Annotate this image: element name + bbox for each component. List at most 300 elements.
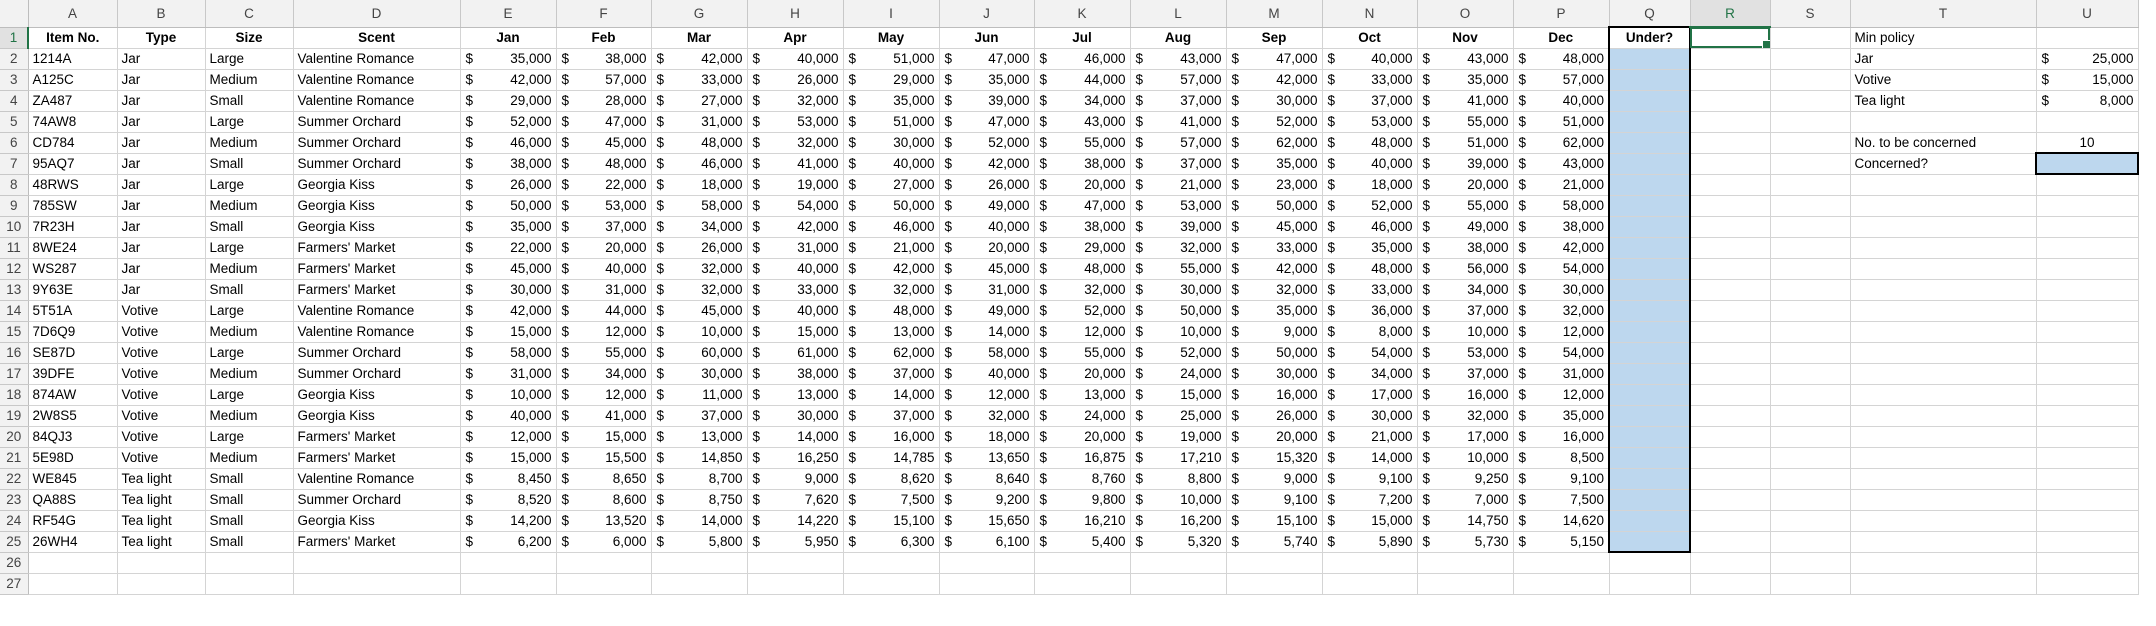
row-header-25[interactable]: 25 <box>0 531 28 552</box>
cell-h[interactable] <box>747 552 843 573</box>
cell-g[interactable] <box>651 531 747 552</box>
cell-c[interactable]: Medium <box>205 132 293 153</box>
cell-p[interactable] <box>1513 384 1609 405</box>
cell-a[interactable]: 48RWS <box>28 174 117 195</box>
cell-f[interactable] <box>556 321 651 342</box>
cell-s[interactable] <box>1770 279 1850 300</box>
cell-f[interactable] <box>556 573 651 594</box>
cell-t[interactable] <box>1850 468 2036 489</box>
cell-b[interactable]: Jar <box>117 174 205 195</box>
select-all-corner[interactable] <box>0 0 28 27</box>
cell-r[interactable] <box>1690 510 1770 531</box>
cell-j[interactable] <box>939 573 1034 594</box>
cell-m[interactable] <box>1226 468 1322 489</box>
cell-d[interactable]: Summer Orchard <box>293 132 460 153</box>
cell-s[interactable] <box>1770 195 1850 216</box>
cell-h[interactable] <box>747 405 843 426</box>
cell-k[interactable] <box>1034 174 1130 195</box>
cell-s[interactable] <box>1770 258 1850 279</box>
cell-f[interactable] <box>556 258 651 279</box>
under-input-cell[interactable] <box>1609 489 1690 510</box>
column-title-k[interactable]: Jul <box>1034 27 1130 48</box>
cell-d[interactable]: Valentine Romance <box>293 300 460 321</box>
cell-g[interactable] <box>651 405 747 426</box>
cell-s[interactable] <box>1770 531 1850 552</box>
cell-g[interactable] <box>651 573 747 594</box>
cell-l[interactable] <box>1130 90 1226 111</box>
cell-l[interactable] <box>1130 279 1226 300</box>
cell-p[interactable] <box>1513 510 1609 531</box>
under-input-cell[interactable] <box>1609 342 1690 363</box>
cell-j[interactable] <box>939 279 1034 300</box>
cell-o[interactable] <box>1417 489 1513 510</box>
cell-k[interactable] <box>1034 489 1130 510</box>
cell-k[interactable] <box>1034 531 1130 552</box>
cell-k[interactable] <box>1034 48 1130 69</box>
cell-j[interactable] <box>939 174 1034 195</box>
cell-u[interactable] <box>2036 111 2138 132</box>
cell-i[interactable] <box>843 111 939 132</box>
under-input-cell[interactable] <box>1609 90 1690 111</box>
cell-i[interactable] <box>843 153 939 174</box>
cell-g[interactable] <box>651 342 747 363</box>
cell-s[interactable] <box>1770 48 1850 69</box>
cell-d[interactable]: Valentine Romance <box>293 48 460 69</box>
column-header-l[interactable]: L <box>1130 0 1226 27</box>
cell-b[interactable]: Jar <box>117 153 205 174</box>
cell-u[interactable] <box>2036 384 2138 405</box>
cell-j[interactable] <box>939 48 1034 69</box>
policy-value[interactable] <box>2036 48 2138 69</box>
cell-r[interactable] <box>1690 573 1770 594</box>
cell-i[interactable] <box>843 363 939 384</box>
under-input-cell[interactable] <box>1609 195 1690 216</box>
cell-f[interactable] <box>556 531 651 552</box>
cell-m[interactable] <box>1226 552 1322 573</box>
cell-u[interactable] <box>2036 195 2138 216</box>
cell-q[interactable] <box>1609 573 1690 594</box>
cell-a[interactable]: ZA487 <box>28 90 117 111</box>
cell-c[interactable]: Large <box>205 342 293 363</box>
cell-j[interactable] <box>939 552 1034 573</box>
cell-c[interactable]: Small <box>205 510 293 531</box>
cell-k[interactable] <box>1034 258 1130 279</box>
cell-a[interactable]: 95AQ7 <box>28 153 117 174</box>
cell-p[interactable] <box>1513 552 1609 573</box>
column-title-o[interactable]: Nov <box>1417 27 1513 48</box>
cell-k[interactable] <box>1034 153 1130 174</box>
row-header-4[interactable]: 4 <box>0 90 28 111</box>
cell-m[interactable] <box>1226 300 1322 321</box>
cell-d[interactable]: Georgia Kiss <box>293 405 460 426</box>
row-header-23[interactable]: 23 <box>0 489 28 510</box>
cell-o[interactable] <box>1417 279 1513 300</box>
cell-p[interactable] <box>1513 489 1609 510</box>
cell-k[interactable] <box>1034 195 1130 216</box>
cell-d[interactable]: Summer Orchard <box>293 363 460 384</box>
cell-o[interactable] <box>1417 510 1513 531</box>
cell-f[interactable] <box>556 447 651 468</box>
cell-p[interactable] <box>1513 48 1609 69</box>
cell-l[interactable] <box>1130 489 1226 510</box>
cell-p[interactable] <box>1513 426 1609 447</box>
cell-f[interactable] <box>556 468 651 489</box>
cell-p[interactable] <box>1513 174 1609 195</box>
cell-p[interactable] <box>1513 237 1609 258</box>
cell-s[interactable] <box>1770 153 1850 174</box>
cell-l[interactable] <box>1130 195 1226 216</box>
cell-u[interactable] <box>2036 552 2138 573</box>
cell-b[interactable]: Votive <box>117 405 205 426</box>
cell-f[interactable] <box>556 489 651 510</box>
cell-b[interactable]: Jar <box>117 258 205 279</box>
cell-g[interactable] <box>651 48 747 69</box>
active-cell-r1[interactable] <box>1690 27 1770 48</box>
cell-n[interactable] <box>1322 48 1417 69</box>
cell-d[interactable] <box>293 573 460 594</box>
cell-a[interactable]: 8WE24 <box>28 237 117 258</box>
cell-c[interactable]: Medium <box>205 321 293 342</box>
cell-t[interactable] <box>1850 447 2036 468</box>
cell-i[interactable] <box>843 69 939 90</box>
cell-l[interactable] <box>1130 174 1226 195</box>
cell-b[interactable]: Tea light <box>117 468 205 489</box>
cell-p[interactable] <box>1513 342 1609 363</box>
cell-p[interactable] <box>1513 363 1609 384</box>
column-title-m[interactable]: Sep <box>1226 27 1322 48</box>
policy-label[interactable]: Jar <box>1850 48 2036 69</box>
row-header-2[interactable]: 2 <box>0 48 28 69</box>
cell-j[interactable] <box>939 510 1034 531</box>
column-header-g[interactable]: G <box>651 0 747 27</box>
cell-a[interactable]: A125C <box>28 69 117 90</box>
column-title-n[interactable]: Oct <box>1322 27 1417 48</box>
cell-n[interactable] <box>1322 174 1417 195</box>
cell-c[interactable]: Medium <box>205 447 293 468</box>
cell-b[interactable]: Votive <box>117 321 205 342</box>
cell-h[interactable] <box>747 258 843 279</box>
cell-i[interactable] <box>843 426 939 447</box>
row-header-27[interactable]: 27 <box>0 573 28 594</box>
cell-s[interactable] <box>1770 321 1850 342</box>
row-header-10[interactable]: 10 <box>0 216 28 237</box>
cell-e[interactable] <box>460 468 556 489</box>
cell-c[interactable]: Large <box>205 237 293 258</box>
cell-c[interactable]: Small <box>205 489 293 510</box>
cell-d[interactable]: Farmers' Market <box>293 426 460 447</box>
cell-h[interactable] <box>747 132 843 153</box>
cell-k[interactable] <box>1034 90 1130 111</box>
cell-c[interactable]: Large <box>205 426 293 447</box>
cell-j[interactable] <box>939 237 1034 258</box>
cell-c[interactable]: Medium <box>205 405 293 426</box>
row-header-1[interactable]: 1 <box>0 27 28 48</box>
cell-p[interactable] <box>1513 195 1609 216</box>
cell-e[interactable] <box>460 237 556 258</box>
cell-d[interactable]: Georgia Kiss <box>293 384 460 405</box>
cell-e[interactable] <box>460 132 556 153</box>
cell-m[interactable] <box>1226 174 1322 195</box>
cell-r[interactable] <box>1690 153 1770 174</box>
cell-o[interactable] <box>1417 468 1513 489</box>
column-title-b[interactable]: Type <box>117 27 205 48</box>
cell-s[interactable] <box>1770 342 1850 363</box>
cell-h[interactable] <box>747 90 843 111</box>
cell-t[interactable] <box>1850 426 2036 447</box>
cell-a[interactable]: 74AW8 <box>28 111 117 132</box>
cell-n[interactable] <box>1322 321 1417 342</box>
cell-r[interactable] <box>1690 531 1770 552</box>
cell-h[interactable] <box>747 111 843 132</box>
column-header-a[interactable]: A <box>28 0 117 27</box>
cell-e[interactable] <box>460 174 556 195</box>
under-input-cell[interactable] <box>1609 321 1690 342</box>
cell-l[interactable] <box>1130 300 1226 321</box>
cell-i[interactable] <box>843 279 939 300</box>
cell-c[interactable]: Medium <box>205 363 293 384</box>
cell-l[interactable] <box>1130 111 1226 132</box>
cell-f[interactable] <box>556 300 651 321</box>
cell-k[interactable] <box>1034 468 1130 489</box>
cell-e[interactable] <box>460 48 556 69</box>
under-input-cell[interactable] <box>1609 426 1690 447</box>
cell-i[interactable] <box>843 237 939 258</box>
cell-e[interactable] <box>460 531 556 552</box>
policy-value[interactable] <box>2036 69 2138 90</box>
concerned-input-cell[interactable] <box>2036 153 2138 174</box>
cell-r[interactable] <box>1690 132 1770 153</box>
cell-t[interactable] <box>1850 573 2036 594</box>
cell-e[interactable] <box>460 447 556 468</box>
cell-h[interactable] <box>747 153 843 174</box>
cell-f[interactable] <box>556 384 651 405</box>
cell-j[interactable] <box>939 321 1034 342</box>
cell-o[interactable] <box>1417 321 1513 342</box>
cell-f[interactable] <box>556 342 651 363</box>
cell-r[interactable] <box>1690 363 1770 384</box>
cell-p[interactable] <box>1513 405 1609 426</box>
cell-r[interactable] <box>1690 426 1770 447</box>
cell-n[interactable] <box>1322 153 1417 174</box>
row-header-22[interactable]: 22 <box>0 468 28 489</box>
under-input-cell[interactable] <box>1609 447 1690 468</box>
column-header-e[interactable]: E <box>460 0 556 27</box>
cell-d[interactable] <box>293 552 460 573</box>
column-header-r[interactable]: R <box>1690 0 1770 27</box>
row-header-14[interactable]: 14 <box>0 300 28 321</box>
cell-j[interactable] <box>939 447 1034 468</box>
cell-i[interactable] <box>843 447 939 468</box>
cell-e[interactable] <box>460 342 556 363</box>
cell-d[interactable]: Farmers' Market <box>293 447 460 468</box>
cell-r[interactable] <box>1690 447 1770 468</box>
cell-m[interactable] <box>1226 48 1322 69</box>
cell-o[interactable] <box>1417 195 1513 216</box>
row-header-11[interactable]: 11 <box>0 237 28 258</box>
column-header-k[interactable]: K <box>1034 0 1130 27</box>
cell-l[interactable] <box>1130 258 1226 279</box>
cell-b[interactable]: Jar <box>117 111 205 132</box>
cell-g[interactable] <box>651 174 747 195</box>
cell-g[interactable] <box>651 69 747 90</box>
cell-s[interactable] <box>1770 237 1850 258</box>
cell-r[interactable] <box>1690 174 1770 195</box>
cell-e[interactable] <box>460 552 556 573</box>
cell-m[interactable] <box>1226 195 1322 216</box>
cell-r[interactable] <box>1690 342 1770 363</box>
cell-k[interactable] <box>1034 342 1130 363</box>
cell-h[interactable] <box>747 363 843 384</box>
cell-g[interactable] <box>651 279 747 300</box>
cell-n[interactable] <box>1322 111 1417 132</box>
cell-l[interactable] <box>1130 405 1226 426</box>
cell-c[interactable]: Small <box>205 468 293 489</box>
cell-k[interactable] <box>1034 405 1130 426</box>
cell-m[interactable] <box>1226 237 1322 258</box>
cell-k[interactable] <box>1034 69 1130 90</box>
concern-count-value[interactable]: 10 <box>2036 132 2138 153</box>
column-title-f[interactable]: Feb <box>556 27 651 48</box>
cell-n[interactable] <box>1322 195 1417 216</box>
cell-p[interactable] <box>1513 153 1609 174</box>
cell-a[interactable]: WS287 <box>28 258 117 279</box>
column-header-u[interactable]: U <box>2036 0 2138 27</box>
cell-n[interactable] <box>1322 489 1417 510</box>
cell-k[interactable] <box>1034 216 1130 237</box>
cell-o[interactable] <box>1417 153 1513 174</box>
cell-l[interactable] <box>1130 531 1226 552</box>
cell-n[interactable] <box>1322 69 1417 90</box>
cell-t[interactable] <box>1850 111 2036 132</box>
cell-h[interactable] <box>747 384 843 405</box>
column-header-f[interactable]: F <box>556 0 651 27</box>
cell-m[interactable] <box>1226 279 1322 300</box>
row-header-21[interactable]: 21 <box>0 447 28 468</box>
cell-a[interactable]: 9Y63E <box>28 279 117 300</box>
cell-u[interactable] <box>2036 531 2138 552</box>
cell-a[interactable]: CD784 <box>28 132 117 153</box>
cell-l[interactable] <box>1130 510 1226 531</box>
cell-m[interactable] <box>1226 69 1322 90</box>
row-header-12[interactable]: 12 <box>0 258 28 279</box>
row-header-8[interactable]: 8 <box>0 174 28 195</box>
cell-b[interactable]: Tea light <box>117 489 205 510</box>
cell-p[interactable] <box>1513 321 1609 342</box>
row-header-9[interactable]: 9 <box>0 195 28 216</box>
cell-h[interactable] <box>747 489 843 510</box>
cell-h[interactable] <box>747 174 843 195</box>
cell-d[interactable]: Georgia Kiss <box>293 510 460 531</box>
cell-u[interactable] <box>2036 363 2138 384</box>
row-header-24[interactable]: 24 <box>0 510 28 531</box>
cell-j[interactable] <box>939 468 1034 489</box>
cell-g[interactable] <box>651 510 747 531</box>
cell-t[interactable] <box>1850 552 2036 573</box>
cell-n[interactable] <box>1322 405 1417 426</box>
cell-f[interactable] <box>556 552 651 573</box>
cell-m[interactable] <box>1226 153 1322 174</box>
cell-h[interactable] <box>747 279 843 300</box>
cell-d[interactable]: Valentine Romance <box>293 69 460 90</box>
cell-b[interactable]: Jar <box>117 132 205 153</box>
cell-t[interactable] <box>1850 279 2036 300</box>
cell-u[interactable] <box>2036 342 2138 363</box>
cell-j[interactable] <box>939 153 1034 174</box>
column-title-c[interactable]: Size <box>205 27 293 48</box>
cell-r[interactable] <box>1690 237 1770 258</box>
column-header-p[interactable]: P <box>1513 0 1609 27</box>
cell-l[interactable] <box>1130 69 1226 90</box>
cell-n[interactable] <box>1322 468 1417 489</box>
cell-h[interactable] <box>747 321 843 342</box>
column-title-g[interactable]: Mar <box>651 27 747 48</box>
cell-a[interactable] <box>28 552 117 573</box>
column-title-h[interactable]: Apr <box>747 27 843 48</box>
row-header-20[interactable]: 20 <box>0 426 28 447</box>
cell-b[interactable]: Votive <box>117 426 205 447</box>
cell-o[interactable] <box>1417 69 1513 90</box>
cell-o[interactable] <box>1417 552 1513 573</box>
column-header-c[interactable]: C <box>205 0 293 27</box>
cell-s[interactable] <box>1770 174 1850 195</box>
cell-f[interactable] <box>556 69 651 90</box>
under-input-cell[interactable] <box>1609 153 1690 174</box>
under-input-cell[interactable] <box>1609 300 1690 321</box>
cell-h[interactable] <box>747 426 843 447</box>
column-title-q[interactable]: Under? <box>1609 27 1690 48</box>
cell-e[interactable] <box>460 426 556 447</box>
column-title-l[interactable]: Aug <box>1130 27 1226 48</box>
cell-t[interactable] <box>1850 321 2036 342</box>
cell-r[interactable] <box>1690 69 1770 90</box>
cell-l[interactable] <box>1130 384 1226 405</box>
cell-b[interactable]: Jar <box>117 237 205 258</box>
under-input-cell[interactable] <box>1609 279 1690 300</box>
cell-c[interactable]: Medium <box>205 258 293 279</box>
row-header-5[interactable]: 5 <box>0 111 28 132</box>
cell-e[interactable] <box>460 111 556 132</box>
cell-k[interactable] <box>1034 447 1130 468</box>
cell-o[interactable] <box>1417 48 1513 69</box>
cell-k[interactable] <box>1034 573 1130 594</box>
cell-s[interactable] <box>1770 111 1850 132</box>
cell-n[interactable] <box>1322 573 1417 594</box>
cell-j[interactable] <box>939 90 1034 111</box>
column-header-t[interactable]: T <box>1850 0 2036 27</box>
cell-l[interactable] <box>1130 363 1226 384</box>
cell-p[interactable] <box>1513 300 1609 321</box>
under-input-cell[interactable] <box>1609 363 1690 384</box>
cell-p[interactable] <box>1513 573 1609 594</box>
cell-i[interactable] <box>843 384 939 405</box>
cell-c[interactable]: Small <box>205 279 293 300</box>
cell-j[interactable] <box>939 384 1034 405</box>
cell-f[interactable] <box>556 510 651 531</box>
cell-f[interactable] <box>556 237 651 258</box>
cell-n[interactable] <box>1322 363 1417 384</box>
cell-u[interactable] <box>2036 258 2138 279</box>
policy-value[interactable] <box>2036 90 2138 111</box>
cell-a[interactable]: WE845 <box>28 468 117 489</box>
cell-l[interactable] <box>1130 237 1226 258</box>
cell-a[interactable]: 7D6Q9 <box>28 321 117 342</box>
cell-f[interactable] <box>556 426 651 447</box>
cell-i[interactable] <box>843 489 939 510</box>
cell-t[interactable] <box>1850 300 2036 321</box>
cell-c[interactable] <box>205 552 293 573</box>
cell-h[interactable] <box>747 69 843 90</box>
cell-h[interactable] <box>747 510 843 531</box>
